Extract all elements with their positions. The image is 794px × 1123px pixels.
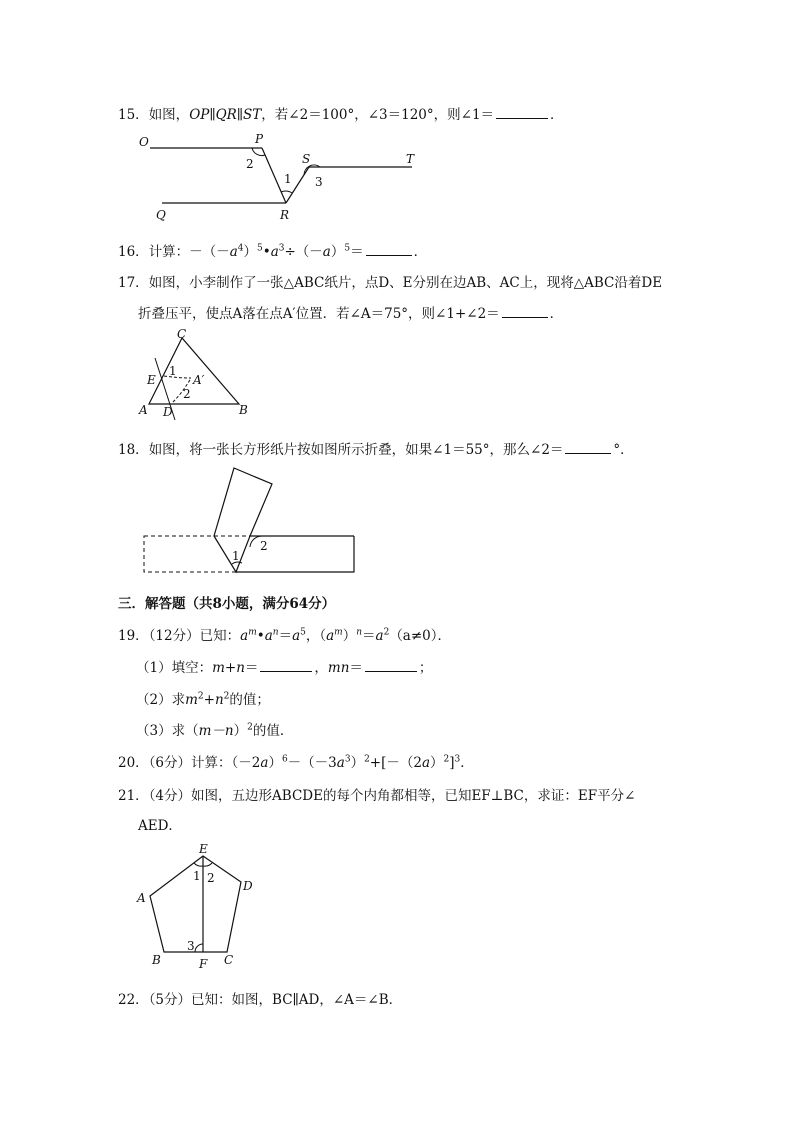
q20-t6: ） bbox=[430, 755, 444, 771]
q16-mid2: ） bbox=[330, 244, 345, 260]
q20-e4: 2 bbox=[443, 754, 450, 765]
q19-p3-rp: ） bbox=[233, 723, 248, 739]
q19-cond-dot: • bbox=[256, 628, 265, 644]
q16-answer-blank[interactable] bbox=[366, 243, 412, 256]
q18-end: °． bbox=[613, 442, 634, 458]
label-angle-1: 1 bbox=[169, 364, 177, 378]
q18-figure bbox=[138, 464, 360, 576]
q16-e1: 4 bbox=[237, 243, 244, 254]
q19-p2-plus: + bbox=[203, 692, 215, 708]
q16-div: ÷（－ bbox=[284, 244, 323, 260]
q17-number: 17． bbox=[118, 275, 149, 291]
q16-a1: a bbox=[229, 244, 238, 260]
q19-score: （12分）已知： bbox=[148, 628, 241, 644]
question-19 bbox=[118, 624, 451, 644]
q16-a3: a bbox=[322, 244, 331, 260]
question-19-part-2 bbox=[136, 688, 270, 708]
q19-p1-mn: m+n bbox=[212, 660, 245, 676]
q15-text-b: ，若∠2＝100°，∠3＝120°，则∠1＝ bbox=[261, 107, 495, 123]
label-angle-1: 1 bbox=[193, 869, 201, 883]
question-16 bbox=[118, 240, 427, 260]
q16-e2: 5 bbox=[256, 243, 263, 254]
angle-3-arc bbox=[195, 944, 203, 952]
q19-p2-b: 的值； bbox=[229, 692, 270, 708]
angle-1-arc bbox=[281, 191, 292, 193]
q21-diagram bbox=[134, 840, 260, 972]
q17-answer-blank[interactable] bbox=[502, 305, 548, 318]
q19-p3-a: （3）求（ bbox=[136, 723, 199, 739]
q16-number: 16． bbox=[118, 244, 149, 260]
label-D: D bbox=[163, 405, 173, 419]
q19-p3-mn: m－n bbox=[198, 723, 234, 739]
label-C: C bbox=[224, 953, 234, 967]
q19-cond-a5: a bbox=[375, 628, 384, 644]
label-angle-3: 3 bbox=[187, 939, 195, 953]
label-angle-3: 3 bbox=[315, 175, 323, 189]
label-C: C bbox=[177, 327, 187, 341]
q20-e2: 3 bbox=[344, 754, 351, 765]
q19-cond-a: a bbox=[240, 628, 249, 644]
label-angle-2: 2 bbox=[260, 539, 268, 553]
q20-a3: a bbox=[421, 755, 431, 771]
label-F: F bbox=[199, 957, 208, 971]
q18-number: 18． bbox=[118, 442, 149, 458]
q19-p2-n: n bbox=[214, 692, 224, 708]
label-R: R bbox=[280, 208, 290, 222]
label-A: A bbox=[137, 891, 146, 905]
section-3-title: 三．解答题（共8小题，满分64分） bbox=[118, 596, 336, 612]
label-angle-1: 1 bbox=[284, 172, 292, 186]
q20-e1: 6 bbox=[281, 754, 288, 765]
q16-dot: • bbox=[262, 244, 271, 260]
q15-figure bbox=[134, 128, 419, 226]
folded-flap bbox=[214, 468, 272, 572]
label-O: O bbox=[139, 135, 149, 149]
q19-cond-5: 5 bbox=[300, 627, 306, 638]
q19-p1-blank-2[interactable] bbox=[365, 659, 417, 672]
q19-p3-e: 2 bbox=[247, 722, 253, 733]
q19-cond-a2: a bbox=[264, 628, 273, 644]
q16-a2: a bbox=[270, 244, 279, 260]
question-19-part-1 bbox=[136, 656, 432, 676]
label-T: T bbox=[406, 152, 415, 166]
q20-a1: a bbox=[260, 755, 269, 771]
label-S: S bbox=[302, 152, 311, 166]
q15-parallel: OP∥QR∥ST bbox=[189, 107, 262, 123]
q19-p1-blank-1[interactable] bbox=[260, 659, 312, 672]
original-strip-dashed bbox=[144, 536, 354, 572]
q20-t4: ） bbox=[350, 755, 365, 771]
q15-answer-blank[interactable] bbox=[496, 106, 548, 119]
q19-p1-sep: ， bbox=[314, 660, 328, 676]
q19-cond-m2: m bbox=[334, 627, 343, 638]
angle-1-arc bbox=[194, 863, 203, 866]
question-17-line2 bbox=[138, 302, 563, 322]
q21-figure bbox=[134, 840, 260, 972]
q19-p3-b: 的值． bbox=[252, 723, 294, 739]
q20-number: 20． bbox=[118, 755, 149, 771]
q19-cond-a3: a bbox=[292, 628, 301, 644]
q17-end: ． bbox=[549, 306, 564, 322]
q17-line2: 折叠压平，使点A落在点A′位置．若∠A＝75°，则∠1+∠2＝ bbox=[138, 306, 500, 322]
question-17-line1 bbox=[118, 271, 662, 291]
q19-p1-a: （1）填空： bbox=[136, 660, 213, 676]
q19-cond-eq2: ＝ bbox=[362, 628, 376, 644]
label-E: E bbox=[199, 842, 208, 856]
label-A-prime: A′ bbox=[193, 373, 205, 387]
q22-text: （5分）已知：如图，BC∥AD，∠A＝∠B． bbox=[148, 992, 403, 1008]
q18-diagram bbox=[138, 464, 360, 576]
q16-mid1: ） bbox=[243, 244, 257, 260]
q19-cond-n2: n bbox=[356, 627, 363, 638]
question-21-line2: AED． bbox=[138, 818, 182, 834]
question-19-part-3 bbox=[136, 719, 293, 739]
q19-sep: ，（ bbox=[305, 628, 327, 644]
q19-p1-end: ； bbox=[418, 660, 433, 676]
q19-p2-e1: 2 bbox=[197, 691, 204, 702]
q19-cond-n: n bbox=[272, 627, 279, 638]
label-A: A bbox=[139, 403, 148, 417]
q19-p1-eq2: ＝ bbox=[349, 660, 363, 676]
q19-p1-mn2: mn bbox=[327, 660, 350, 676]
q19-p2-a: （2）求 bbox=[136, 692, 186, 708]
label-angle-2: 2 bbox=[246, 157, 254, 171]
q20-t2: ） bbox=[268, 755, 282, 771]
q16-end: ． bbox=[413, 244, 428, 260]
q20-t5: +[－（2 bbox=[369, 755, 422, 771]
label-E: E bbox=[147, 373, 156, 387]
q16-e3: 3 bbox=[278, 243, 285, 254]
angle-2-arc bbox=[203, 863, 212, 866]
q19-p2-e2: 2 bbox=[223, 691, 230, 702]
line-pr bbox=[262, 148, 286, 203]
q20-a2: a bbox=[336, 755, 345, 771]
q17-diagram bbox=[133, 326, 253, 422]
label-angle-1: 1 bbox=[232, 549, 240, 563]
q18-answer-blank[interactable] bbox=[565, 441, 611, 454]
q20-t3: －（－3 bbox=[287, 755, 337, 771]
label-B: B bbox=[152, 953, 161, 967]
q21-line1: （4分）如图，五边形ABCDE的每个内角都相等，已知EF⊥BC，求证：EF平分∠ bbox=[148, 788, 636, 804]
question-20 bbox=[118, 751, 474, 771]
label-P: P bbox=[255, 132, 264, 146]
label-B: B bbox=[239, 403, 248, 417]
question-22 bbox=[118, 988, 402, 1008]
q18-text: 如图，将一张长方形纸片按如图所示折叠，如果∠1＝55°，那么∠2＝ bbox=[148, 442, 564, 458]
label-Q: Q bbox=[156, 208, 166, 222]
q21-number: 21． bbox=[118, 788, 149, 804]
q20-t7: ] bbox=[449, 755, 455, 771]
q19-p1-eq: ＝ bbox=[244, 660, 259, 676]
question-21-line1 bbox=[118, 784, 635, 804]
triangle-abc bbox=[149, 338, 239, 404]
q15-number: 15． bbox=[118, 107, 149, 123]
q19-cond-a4: a bbox=[326, 628, 335, 644]
q19-rp: ） bbox=[342, 628, 357, 644]
question-18 bbox=[118, 438, 634, 458]
label-angle-2: 2 bbox=[183, 387, 191, 401]
q15-text-a: 如图， bbox=[148, 107, 190, 123]
label-angle-2: 2 bbox=[207, 871, 215, 885]
question-15 bbox=[118, 103, 564, 123]
q19-cond-tail: （a≠0）． bbox=[389, 628, 452, 644]
q20-e3: 2 bbox=[364, 754, 370, 765]
q20-e5: 3 bbox=[454, 754, 461, 765]
q16-e4: 5 bbox=[344, 243, 351, 254]
q16-eq: ＝ bbox=[350, 244, 364, 260]
q19-cond-2: 2 bbox=[383, 627, 390, 638]
q16-prefix: 计算：－（－ bbox=[148, 244, 230, 260]
q17-line1: 如图，小李制作了一张△ABC纸片，点D、E分别在边AB、AC上，现将△ABC沿着DE bbox=[148, 275, 663, 291]
q17-figure bbox=[133, 326, 253, 422]
q20-t1: （6分）计算：（－2 bbox=[148, 755, 261, 771]
q15-end: ． bbox=[550, 107, 564, 123]
q19-p2-m: m bbox=[185, 692, 198, 708]
q19-cond-eq: ＝ bbox=[278, 628, 293, 644]
q19-number: 19． bbox=[118, 628, 149, 644]
label-D: D bbox=[243, 879, 253, 893]
q15-diagram bbox=[134, 128, 419, 226]
q22-number: 22． bbox=[118, 992, 149, 1008]
q19-cond-m: m bbox=[248, 627, 257, 638]
q20-end: ． bbox=[460, 755, 474, 771]
